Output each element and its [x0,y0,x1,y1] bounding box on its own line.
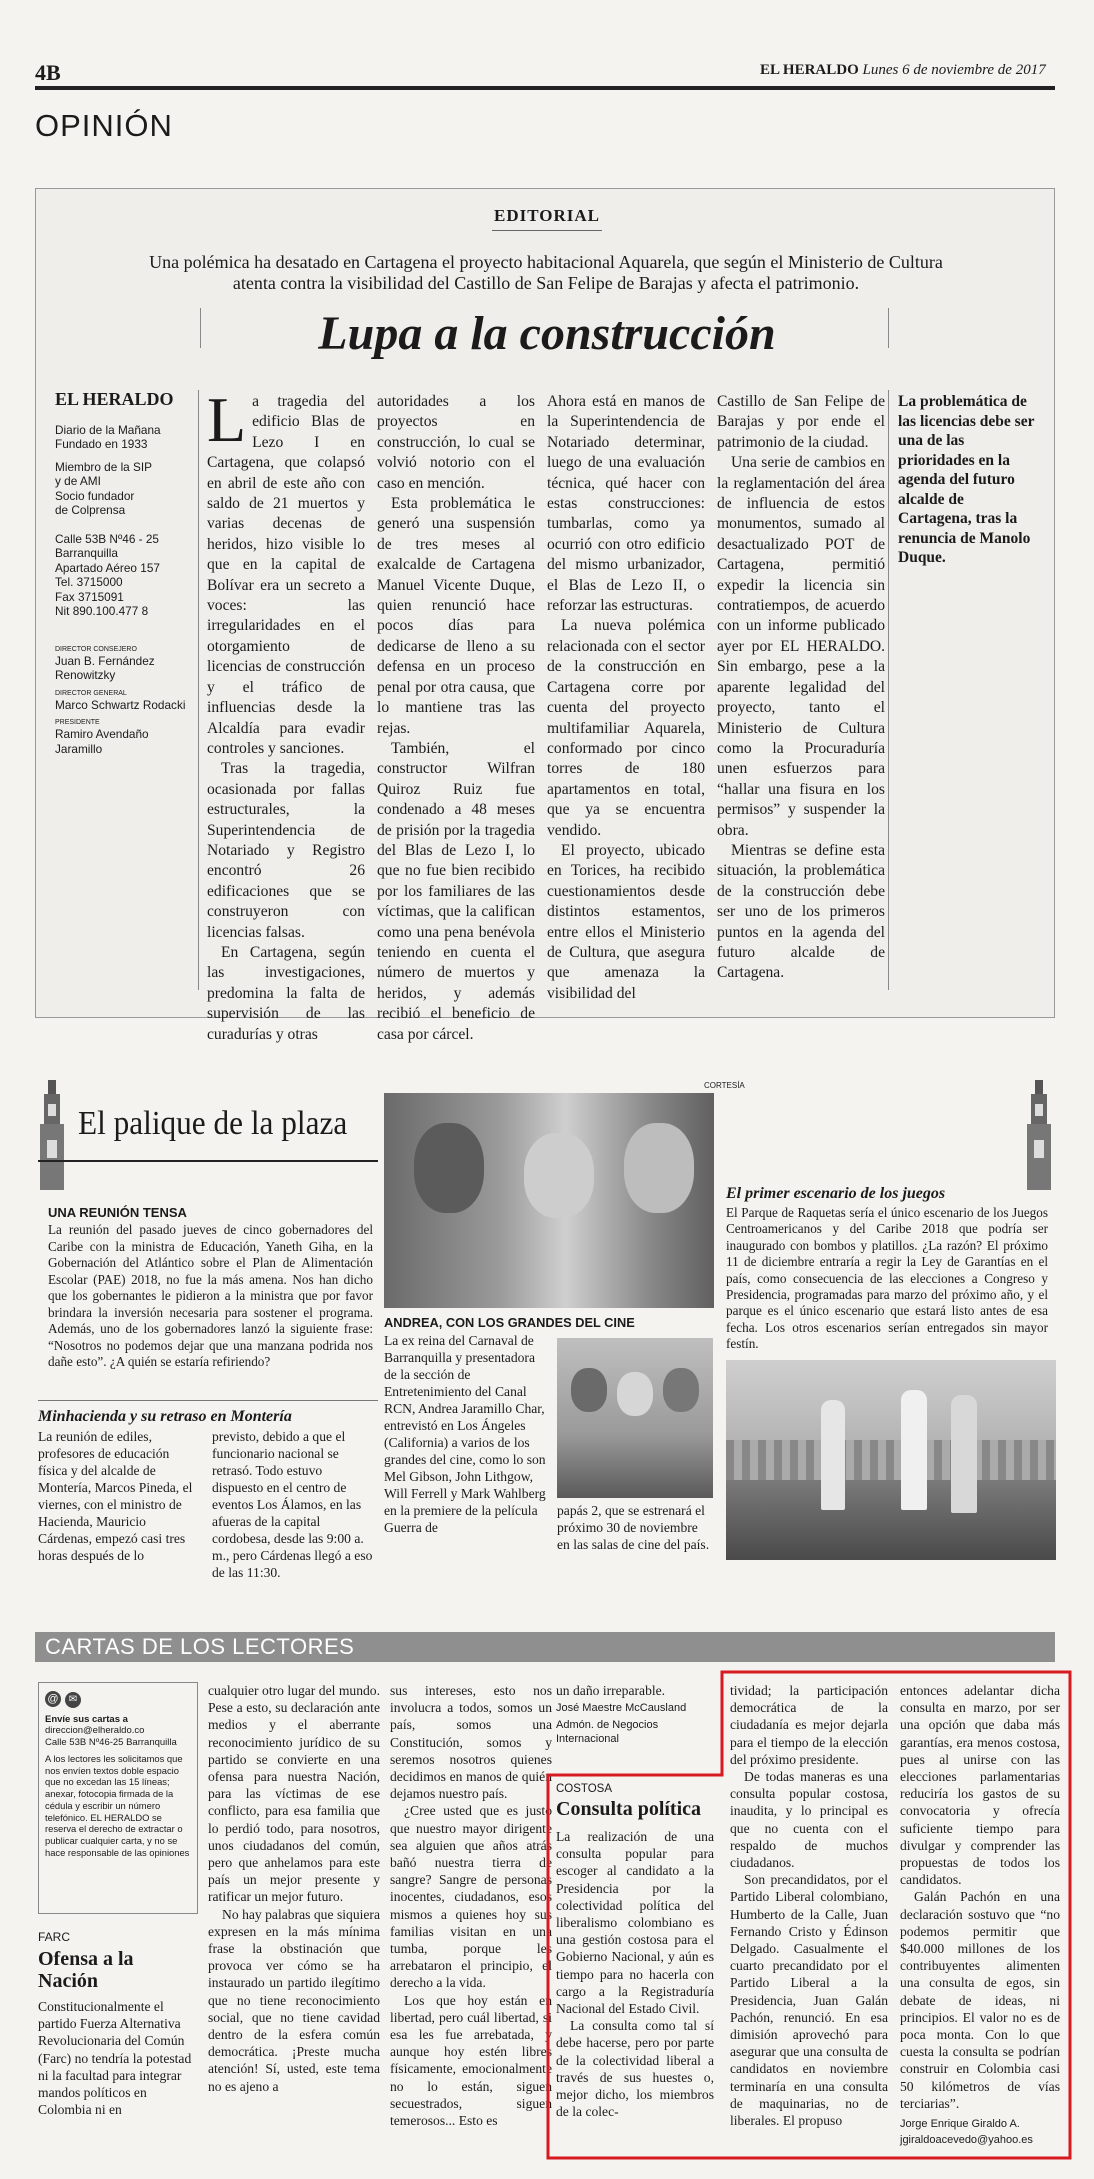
palique-item3-text: La ex reina del Carnaval de Barranquilla y presentadora de la sección de Entretenimiento del Canal RCN, Andrea Jaramillo Char, entrevistó en Los Ángeles (California) a varios de los grandes del cine, como lo son Mel Gibson, John Lithgow, Will Ferrell y Mark Wahlberg en la premiere de la película Guerra de [384,1333,546,1535]
consulta-kicker: COSTOSA [556,1783,613,1795]
editorial-col-2 [377,392,535,1045]
editorial-paragraph: Mientras se define esta situación, la problemática de la construcción debe ser uno de los primeros puntos en la agenda del futuro alcalde de Cartagena. [717,841,885,982]
farc-signature2: Admón. de Negocios Internacional [556,1719,659,1745]
at-icon: @ [45,1691,61,1707]
envelope-icon: ✉ [65,1692,81,1708]
consulta-paragraph: La consulta como tal sí debe hacerse, pero por parte de la colectividad liberal a través de sus huestes o, mejor dicho, los miembros de la colec- [556,2018,714,2120]
person-shape [951,1395,977,1513]
publication-date: Lunes 6 de noviembre de 2017 [862,62,1046,78]
pullquote-rule [888,390,889,990]
staff-name: Juan B. Fernández Renowitzky [55,653,155,682]
consulta-signature: Jorge Enrique Giraldo A. [900,2118,1020,2130]
send-letters-box [38,1682,198,1914]
farc-paragraph: No hay palabras que siquiera expresen en la más mínima frase la obstinación que provoca ver cómo se ha instaurado un partido ilegítimo que no tiene reconocimiento social, que no tiene cavidad dentro de la esfera común democrática. ¡Preste mucha atención! Sí, usted, este tema no es ajeno a [208,1906,380,2094]
masthead-line: Socio fundador [55,488,135,503]
farc-paragraph: cualquier otro lugar del mundo. Pese a esto, su declaración ante medios y el aberrante reconocimiento jurídico de su partido se convierte en una ofensa para nuestra Nación, para las víctimas de ese conflicto, para esa familia que lo perdió todo, para nosotros, unos ciudadanos del común, pero que anhelamos para este país un mejor presente y ratificar un mejor futuro. [208,1683,380,1905]
consulta-paragraph: Galán Pachón en una declaración sostuvo que “no podemos permitir que $40.000 millones de los contribuyentes alimenten una consulta de egos, sin debate de ideas, ni principios. El valor no es de poca monta. Con lo que cuesta la consulta se podrían construir en Colombia casi 50 kilómetros de vías terciarias”. [900,1889,1060,2111]
palique-item3-head: ANDREA, CON LOS GRANDES DEL CINE [384,1315,635,1330]
person-shape [901,1390,927,1510]
palique-title-rule [38,1160,378,1162]
consulta-paragraph: entonces adelantar dicha consulta en marzo, por ser una opción que daba más garantías, era menos costosa, pues al unirse con las elecciones parlamentarias reduciría los gastos de su convocatoria y ofrecía suficiente tiempo para divulgar y comprender las propuestas de todos los candidatos. [900,1683,1060,1888]
portrait-shape [663,1368,699,1412]
send-email[interactable]: direccion@elheraldo.co [45,1725,145,1736]
tower-right-icon [1025,1080,1053,1190]
photo-credit: CORTESÍA [704,1081,745,1090]
farc-paragraph: sus intereses, esto nos involucra a todos, somos un país, somos una Constitución, somos y seremos nosotros quienes decidimos en manos de quién dejamos nuestro país. [390,1683,552,1802]
farc-title: Ofensa a la Nación [38,1948,134,1992]
headline-right-rule [888,308,889,348]
consulta-paragraph: Son precandidatos, por el Partido Liberal colombiano, Humberto de la Calle, Juan Fernando Cristo y Édinson Delgado. Casualmente el cuarto precandidato por el Partido Liberal a la Presidencia, Juan Galán Pachón, renunció. En esa dimisión aprovechó para asegurar que una consulta de candidatos en noviembre terminaría en una consulta de maquinarias, no de liberales. El propuso [730,1872,888,2129]
palique-item4-head: El primer escenario de los juegos [726,1185,946,1202]
palique-item4-text: El Parque de Raquetas sería el único escenario de los Juegos Centroamericanos y del Caribe 2018 que podría ser inaugurado con bombos y platillos. ¿La razón? El próximo 11 de diciembre entraría a regir la Ley de Garantías en el país, como consecuencia de las elecciones a Congreso y Presidencia, programadas para marzo del próximo año, y el parque es el único escenario que estará listo antes de esa fecha. Los otros escenarios serían entregados sin mayor festín. [726,1205,1048,1352]
kicker-underline [492,230,602,231]
portrait-shape [617,1372,653,1416]
stadium-shape [726,1440,1056,1480]
editorial-paragraph: a tragedia del edificio Blas de Lezo I en Cartagena, que colapsó en abril de este año con saldo de 21 muertos y varias decenas de heridos, hizo visible lo que en la capital de Bolívar era un secreto a voces: las irregularidades en el otorgamiento de licencias de construcción y el tráfico de influencias desde la Alcaldía para evadir controles y sanciones. [207,393,365,757]
section-title: OPINIÓN [35,108,173,143]
publication-name: EL HERALDO [760,62,859,78]
palique-divider [38,1400,378,1401]
consulta-col1 [556,1828,714,2120]
editorial-paragraph: Esta problemática le generó una suspensión de tres meses al exalcalde de Cartagena Manuel Vicente Duque, quien renunció hace pocos días para dedicarse de lleno a su defensa en un proceso penal por otra causa, que lo mantiene tras las rejas. [377,495,535,737]
consulta-paragraph: De todas maneras es una consulta popular costosa, inaudita, y lo principal es que no cuenta con el respaldo de muchos ciudadanos. [730,1769,888,1871]
palique-item3-cont-text: papás 2, que se estrenará el próximo 30 de noviembre en las salas de cine del país. [557,1503,710,1552]
palique-item3-cont [557,1502,713,1553]
andrea-main-photo [384,1093,714,1308]
editorial-kicker: EDITORIAL [494,206,600,225]
editorial-paragraph: También, el constructor Wilfran Quiroz Ruiz fue condenado a 48 meses de prisión por la tragedia del Blas de Lezo I, lo que no fue bien recibido por los familiares de las víctimas, que la califican como una pena benévola teniendo en cuenta el número de muertos y heridos, y además recibió el beneficio de casa por cárcel. [377,739,535,1043]
consulta-paragraph: tividad; la participación democrática de la ciudadanía es mejor dejarla para el tiempo de la elección del próximo presidente. [730,1683,888,1767]
header-rule [35,86,1055,90]
editorial-paragraph: Tras la tragedia, ocasionada por fallas estructurales, la Superintendencia de Notariado y Registro encontró 26 edificaciones que se construyeron con licencias falsas. [207,760,365,941]
farc-signature: José Maestre McCausland [556,1702,687,1714]
portrait-shape [571,1368,607,1412]
send-head: Envíe sus cartas a [45,1714,128,1725]
parque-raquetas-photo [726,1360,1056,1560]
masthead-address: Fax 3715091 [55,589,124,604]
contact-icons [45,1689,191,1708]
andrea-small-photo [557,1338,713,1498]
masthead-line: y de AMI [55,474,101,488]
palique-item1-head: UNA REUNIÓN TENSA [48,1205,187,1220]
editorial-paragraph: En Cartagena, según las investigaciones, predomina la falta de supervisión de las curadurías y otras [207,943,365,1043]
send-notice: A los lectores les solicitamos que nos envíen textos doble espacio que no excedan las 15 líneas; anexar, fotocopia firmada de la cédula y escribir un número telefónico. EL HERALDO se reserva el derecho de extractar o publicar cualquier carta, y no se hace responsable de las opiniones [45,1753,190,1858]
tower-left-icon [38,1080,66,1190]
masthead-address: Apartado Aéreo 157 [55,560,160,575]
staff-name: Marco Schwartz Rodacki [55,697,186,712]
masthead-line: Fundado en 1933 [55,437,148,451]
palique-item1-text: La reunión del pasado jueves de cinco gobernadores del Caribe con la ministra de Educación, Yaneth Giha, en la Gobernación del Atlántico sobre el Plan de Alimentación Escolar (PAE) 2018, no fue la más amena. Nos han dicho que los gobernantes le pidieron a la ministra que por favor brindara la inversión necesaria para sostener el programa. Además, uno de los gobernadores lanzó la siguiente frase: “Nosotros no podemos dejar que una manzana podrida nos dañe esto”. ¿A quién se estaría refiriendo? [48,1222,373,1369]
masthead-line: de Colprensa [55,503,126,517]
portrait-shape [524,1133,594,1218]
editorial-dropcap: L [207,384,247,455]
portrait-shape [414,1123,484,1213]
editorial-pullquote: La problemática de las licencias debe ser una de las prioridades en la agenda del futuro alcalde de Cartagena, tras la renuncia de Manolo Duque. [898,393,1035,566]
editorial-paragraph: Ahora está en manos de la Superintendencia de Notariado determinar, luego de una evaluación técnica, qué hacer con estas construcciones: tumbarlas, como ya ocurrió con otro edificio del mismo urbanizador, el Blas de Lezo II, o reforzar las estructuras. [547,393,705,615]
person-shape [821,1400,845,1510]
page-header-right [760,62,1046,79]
editorial-headline: Lupa a la construcción [318,307,776,360]
masthead-address: Barranquilla [55,546,118,560]
staff-role: DIRECTOR CONSEJERO [55,645,137,653]
editorial-paragraph: El proyecto, ubicado en Torices, ha recibido cuestionamientos desde distintos estamentos, entre ellos el Ministerio de Cultura, que asegura que amenaza la visibilidad del [547,841,705,1002]
masthead-line: Miembro de la SIP [55,459,153,474]
consulta-paragraph: La realización de una consulta popular para escoger al candidato a la Presidencia por la colectividad política del liberalismo colombiano es una gestión costosa para el Gobierno Nacional, y aún es tiempo para no hacerla con cargo a la Registraduría Nacional del Estado Civil. [556,1829,714,2017]
staff-name: Ramiro Avendaño Jaramillo [55,727,149,756]
consulta-title: Consulta política [556,1798,702,1820]
farc-col3 [390,1682,552,2129]
farc-paragraph: ¿Cree usted que es justo que nuestro mayor dirigente sea alguien que años atrás bañó nuestra tierra de sangre? Sangre de personas inocentes, ciudadanos, esos mismos a quienes hoy sus familias visitan en una tumba, porque les arrebataron el principio, el derecho a la vida. [390,1803,552,1991]
masthead-line: Diario de la Mañana [55,422,161,437]
masthead [55,389,195,756]
editorial-col-3 [547,392,705,1004]
page-number: 4B [35,60,61,85]
farc-kicker: FARC [38,1930,71,1944]
consulta-col2 [730,1682,888,2129]
farc-col1: Constitucionalmente el partido Fuerza Alternativa Revolucionaria del Común (Farc) no tendría la potestad ni la facultad para integrar mandos políticos en Colombia ni en [38,1999,192,2118]
portrait-shape [624,1123,694,1213]
farc-col4: un daño irreparable. [556,1683,666,1698]
editorial-col-4 [717,392,885,984]
send-address: Calle 53B Nº46-25 Barranquilla [45,1737,177,1748]
farc-col2 [208,1682,380,2095]
editorial-col-1 [207,384,365,1045]
masthead-address: Tel. 3715000 [55,575,123,589]
editorial-paragraph: La nueva polémica relacionada con el sector de la construcción en Cartagena corre por cuenta del proyecto multifamiliar Aquarela, conformado por cinco torres de 180 apartamentos en total, que ya se encuentra vendido. [547,617,705,839]
palique-item2-head: Minhacienda y su retraso en Montería [38,1408,292,1425]
masthead-rule [198,390,199,990]
staff-role: PRESIDENTE [55,719,100,726]
farc-paragraph: Los que hoy están en libertad, pero cuál libertad, si esa les fue arrebatada, y aunque hoy estén libres físicamente, emocionalmente no lo están, siguen secuestrados, siguen temerosos... Esto es [390,1992,552,2129]
masthead-address: Nit 890.100.477 8 [55,604,149,618]
palique-title: El palique de la plaza [78,1105,348,1142]
consulta-email[interactable]: jgiraldoacevedo@yahoo.es [900,2134,1033,2146]
palique-item2-col2: previsto, debido a que el funcionario nacional se retrasó. Todo estuvo dispuesto en el centro de eventos Los Álamos, en las afueras de la capital cordobesa, desde las 9:00 a. m., pero Cárdenas llegó a eso de las 11:30. [212,1429,373,1580]
headline-left-rule [200,308,201,348]
staff-role: DIRECTOR GENERAL [55,689,127,697]
editorial-paragraph: Castillo de San Felipe de Barajas y por ende el patrimonio de la ciudad. [717,393,885,451]
editorial-paragraph: autoridades a los proyectos en construcción, lo cual se volvió notorio con el caso en mención. [377,393,535,492]
cartas-banner: CARTAS DE LOS LECTORES [35,1632,1055,1662]
palique-item2-col1: La reunión de ediles, profesores de educación física y del alcalde de Montería, Marcos Pineda, el viernes, con el ministro de Hacienda, Mauricio Cárdenas, empezó casi tres horas después de lo [38,1429,193,1563]
consulta-col3 [900,1682,1060,2112]
masthead-name: EL HERALDO [55,389,174,409]
masthead-address: Calle 53B Nº46 - 25 [55,531,159,546]
editorial-paragraph: Una serie de cambios en la reglamentación del área de influencia de estos monumentos, sumado al desactualizado POT de Cartagena, permitió expedir la licencia sin contratiempos, de acuerdo con un informe publicado ayer por EL HERALDO. Sin embargo, pese a la aparente legalidad del proyecto, tanto el Ministerio de Cultura como la Procuraduría unen esfuerzos para “hallar una fisura en los permisos” y suspender la obra. [717,454,885,839]
editorial-deck: Una polémica ha desatado en Cartagena el proyecto habitacional Aquarela, que según el Ministerio de Cultura atenta contra la visibilidad del Castillo de San Felipe de Barajas y afecta el patrimonio. [149,252,943,293]
